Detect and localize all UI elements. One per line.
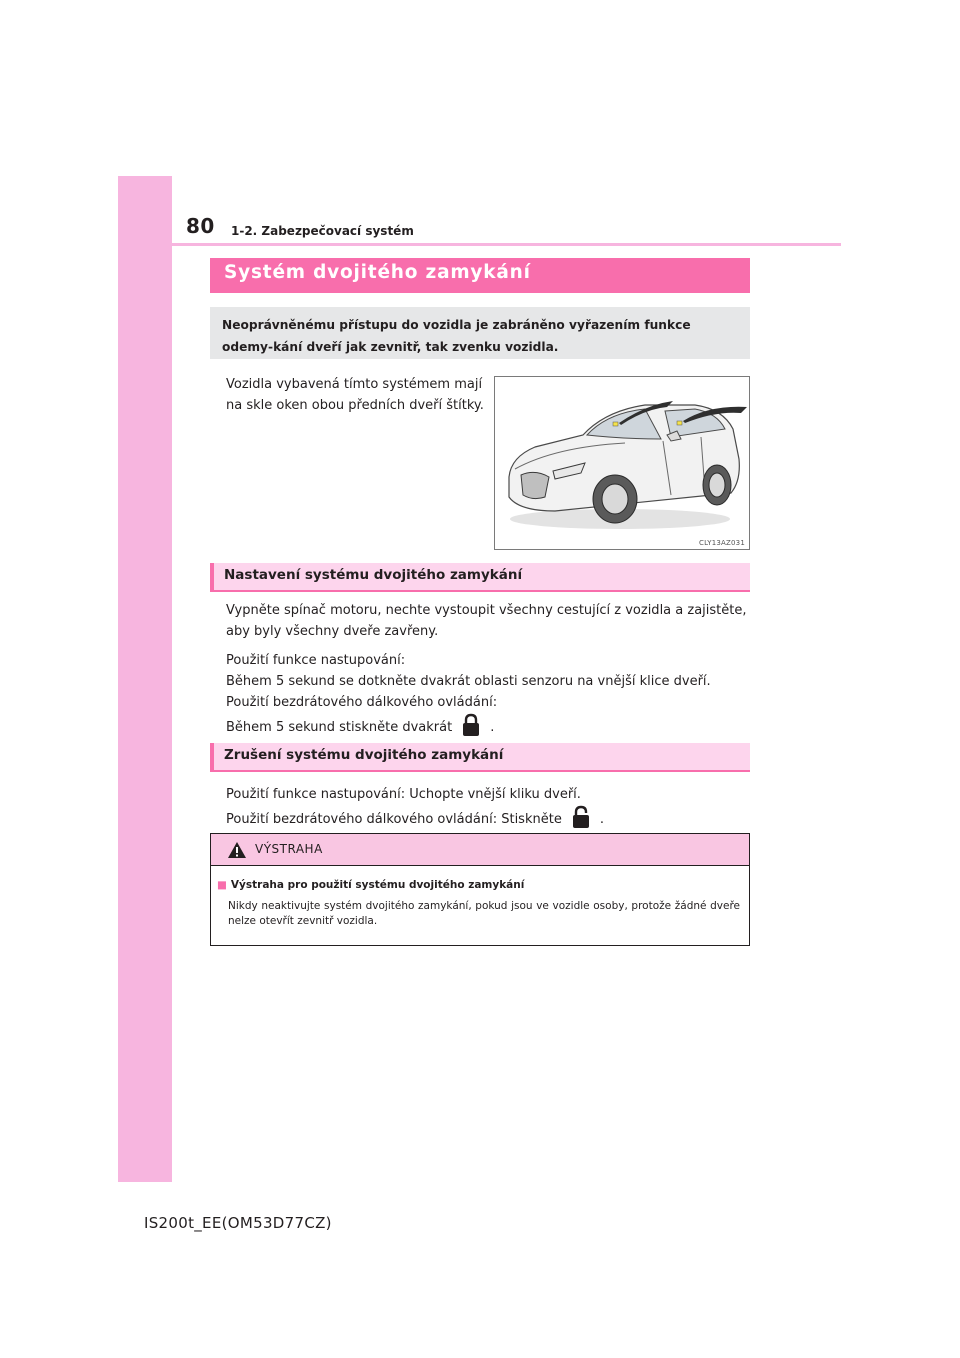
cancel-remote-line: Použití bezdrátového dálkového ovládání: Stiskněte . bbox=[226, 805, 604, 830]
warning-text: Nikdy neaktivujte systém dvojitého zamykání, pokud jsou ve vozidle osoby, protože žádné dveře nelze otevřít zevnitř vozidla. bbox=[228, 900, 740, 927]
section-title: 1-2. Zabezpečovací systém bbox=[231, 224, 414, 238]
set-smart-label: Použití funkce nastupování: bbox=[226, 653, 406, 668]
warning-bullet-icon: ■ bbox=[217, 879, 227, 891]
vehicle-text-line-2: na skle oken obou předních dveří štítky. bbox=[226, 398, 484, 413]
warning-item-title bbox=[217, 879, 524, 891]
cancel-section-body bbox=[226, 784, 604, 830]
model-code: IS200t_EE(OM53D77CZ) bbox=[144, 1214, 332, 1232]
warning-item-title-text: Výstraha pro použití systému dvojitého zamykání bbox=[230, 879, 525, 891]
cancel-section-heading: Zrušení systému dvojitého zamykání bbox=[210, 743, 750, 772]
chapter-side-strip bbox=[118, 176, 172, 1182]
cancel-remote-text: Použití bezdrátového dálkového ovládání: Stiskněte bbox=[226, 812, 562, 827]
set-paragraph: Vypněte spínač motoru, nechte vystoupit všechny cestující z vozidla a zajistěte, aby byly všechny dveře zavřeny. bbox=[226, 603, 747, 639]
set-section-heading: Nastavení systému dvojitého zamykání bbox=[210, 563, 750, 592]
main-heading: Systém dvojitého zamykání bbox=[210, 258, 750, 293]
warning-header bbox=[211, 834, 749, 866]
illustration-code: CLY13AZ031 bbox=[699, 539, 745, 547]
vehicle-text bbox=[226, 374, 484, 416]
set-section-body bbox=[226, 600, 750, 738]
warning-title: VÝSTRAHA bbox=[255, 842, 323, 856]
page-number: 80 bbox=[186, 214, 215, 238]
unlock-button-icon bbox=[568, 805, 594, 829]
set-remote-label: Použití bezdrátového dálkového ovládání: bbox=[226, 695, 498, 710]
set-remote-line: Během 5 sekund stiskněte dvakrát . bbox=[226, 713, 750, 738]
car-drawing bbox=[495, 377, 749, 549]
set-smart-text: Během 5 sekund se dotkněte dvakrát oblasti senzoru na vnější klice dveří. bbox=[226, 674, 711, 689]
warning-triangle-icon bbox=[227, 841, 247, 859]
lock-button-icon bbox=[458, 713, 484, 737]
vehicle-text-line-1: Vozidla vybavená tímto systémem mají bbox=[226, 377, 483, 392]
intro-box: Neoprávněnému přístupu do vozidla je zabráněno vyřazením funkce odemy-kání dveří jak zevnitř, tak zvenku vozidla. bbox=[210, 307, 750, 359]
warning-box bbox=[210, 833, 750, 946]
car-illustration bbox=[494, 376, 750, 550]
cancel-smart-text: Použití funkce nastupování: Uchopte vnější kliku dveří. bbox=[226, 787, 581, 802]
set-remote-text: Během 5 sekund stiskněte dvakrát bbox=[226, 720, 453, 735]
header-rule bbox=[172, 243, 841, 246]
